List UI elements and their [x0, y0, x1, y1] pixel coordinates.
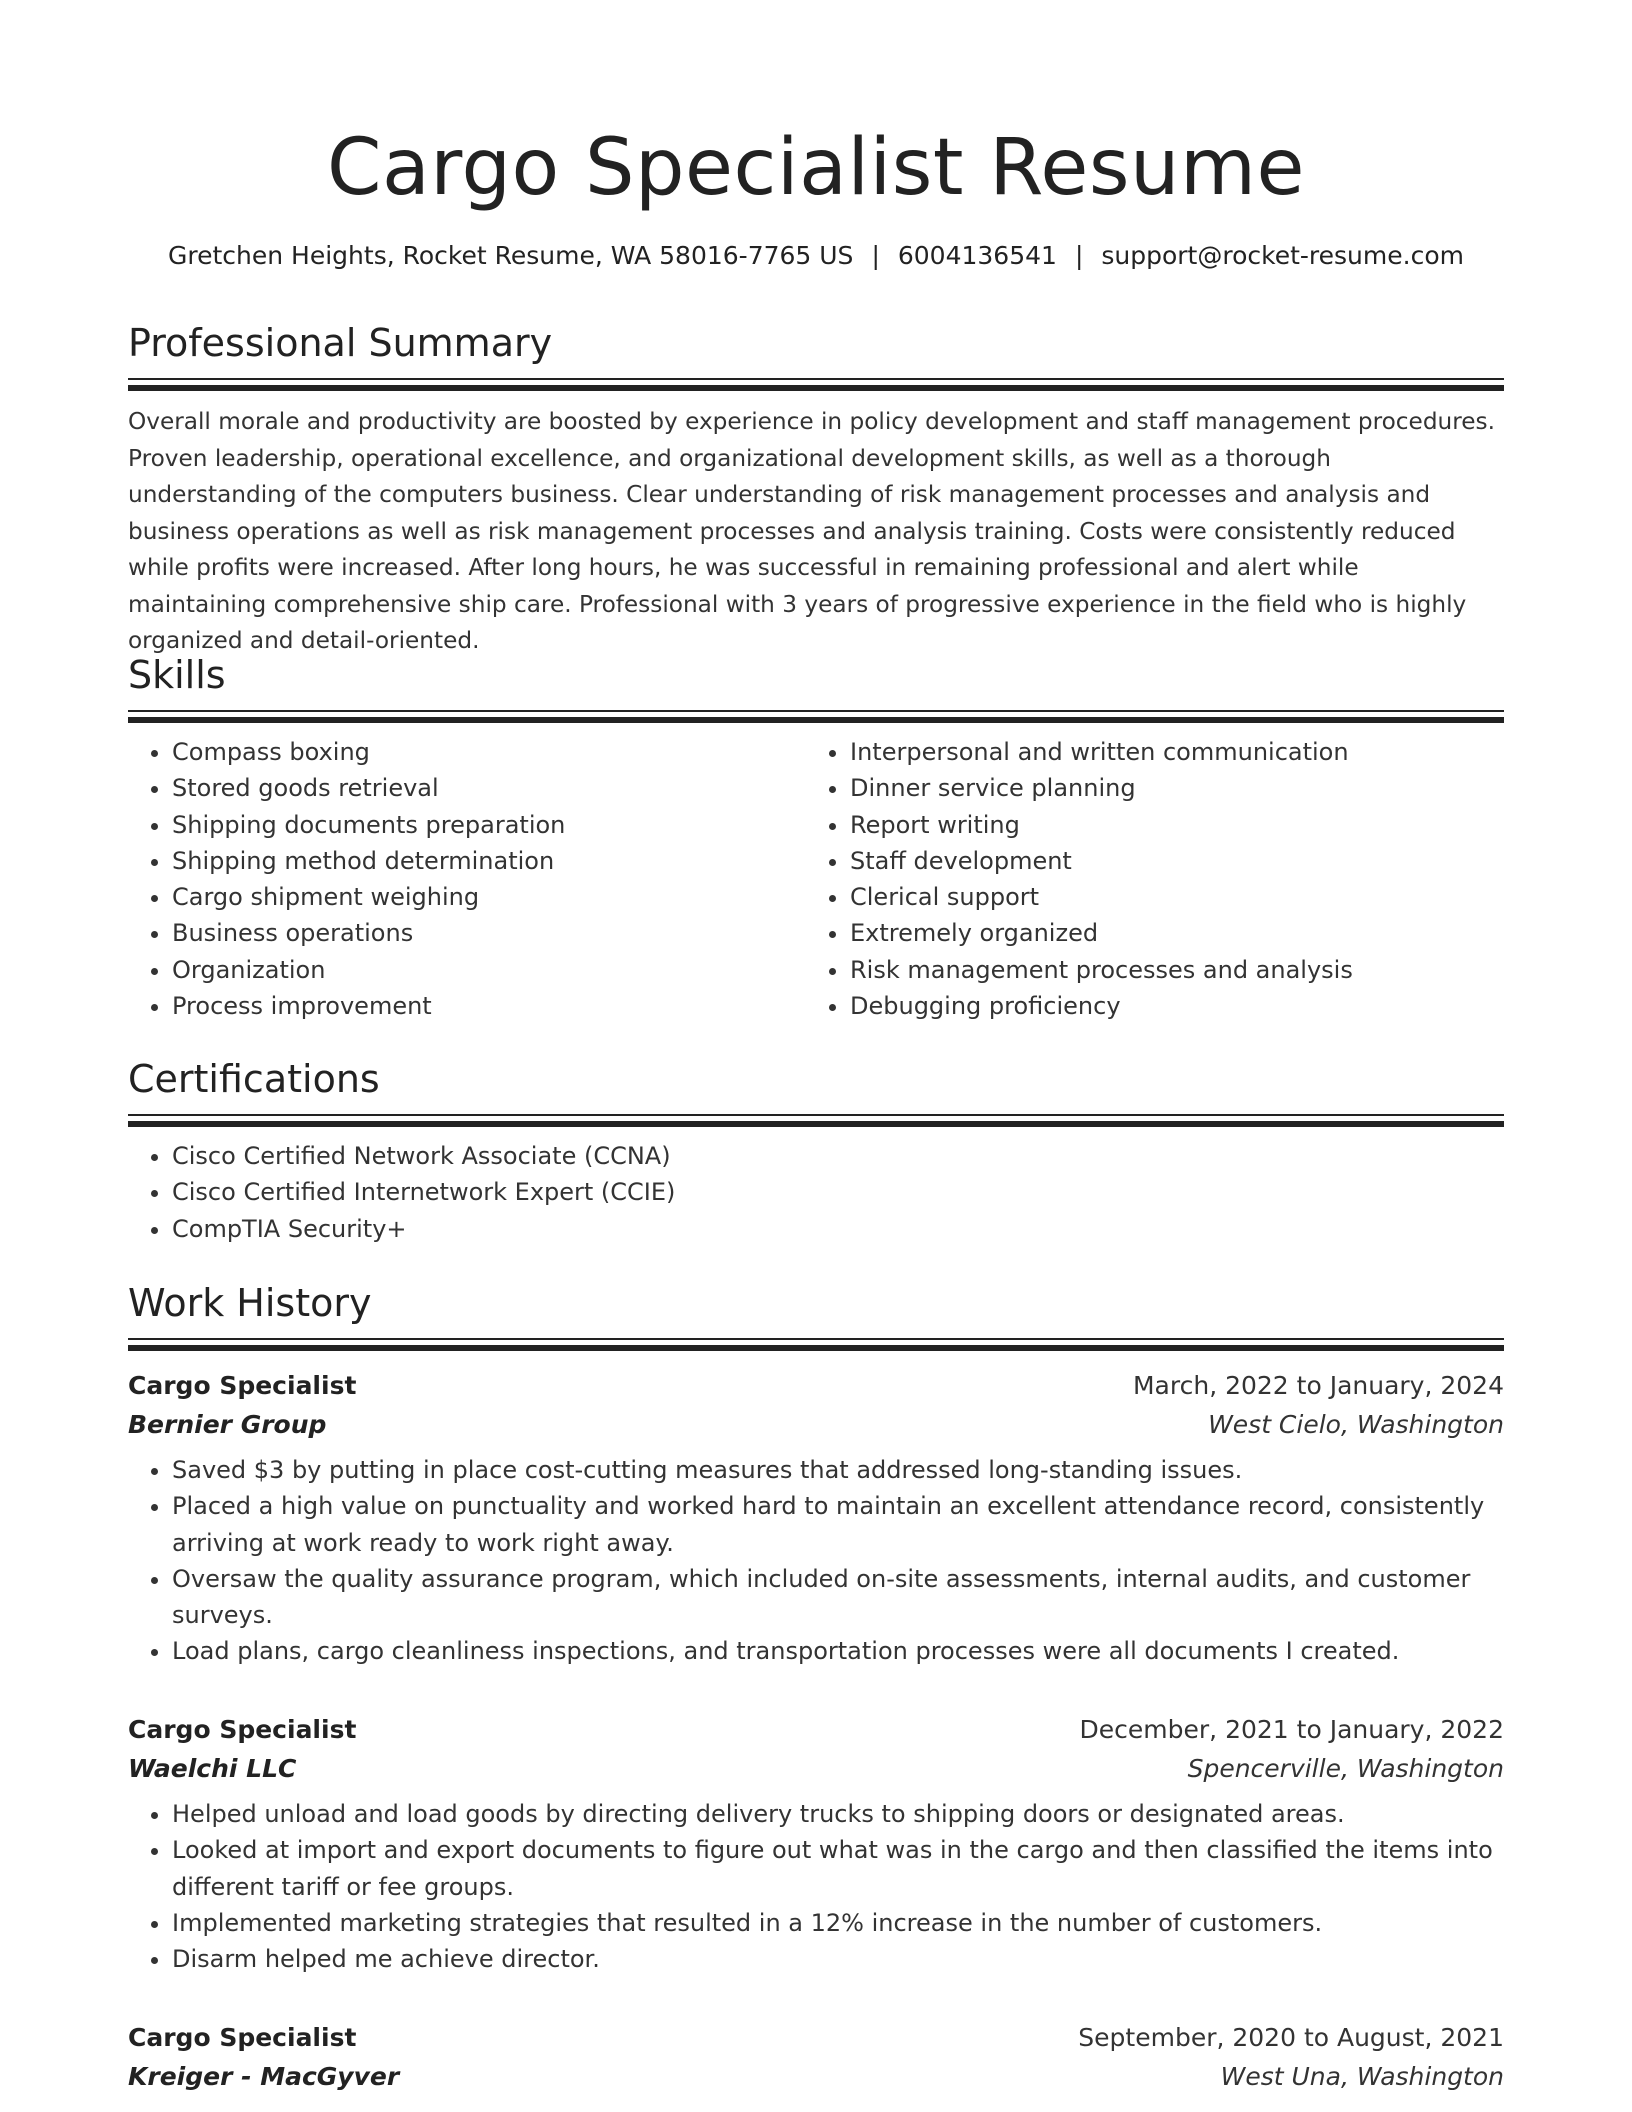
- contact-address: Gretchen Heights, Rocket Resume, WA 58016-7765 US: [168, 241, 854, 270]
- job-dates: March, 2022 to January, 2024: [1132, 1371, 1504, 1400]
- contact-email: support@rocket-resume.com: [1101, 241, 1464, 270]
- job-bullet: • Load plans, cargo cleanliness inspections, and transportation processes were all documents I created.: [172, 1633, 1504, 1669]
- job-title: Cargo Specialist: [128, 1715, 357, 1744]
- job-location: West Una, Washington: [1220, 2062, 1504, 2091]
- work-history-heading: Work History: [128, 1281, 372, 1325]
- skill-item: • Extremely organized: [850, 915, 1484, 951]
- skills-heading: Skills: [128, 653, 226, 697]
- job-bullet: • Placed a high value on punctuality and worked hard to maintain an excellent attendance record, consistently arriving at work ready to work right away.: [172, 1488, 1504, 1561]
- section-divider: [128, 1114, 1504, 1128]
- job-company: Waelchi LLC: [128, 1754, 297, 1783]
- job-bullet: • Helped unload and load goods by directing delivery trucks to shipping doors or designated areas.: [172, 1796, 1504, 1832]
- certification-item: • CompTIA Security+: [172, 1211, 1504, 1247]
- job-entry: [128, 1710, 1504, 1977]
- work-history-section: [128, 1278, 1504, 1352]
- skill-item: • Report writing: [850, 807, 1484, 843]
- job-entry: [128, 1366, 1504, 1670]
- skill-item: • Compass boxing: [172, 734, 806, 770]
- page-title: Cargo Specialist Resume: [327, 123, 1305, 213]
- skills-section: [128, 650, 1504, 1024]
- skill-item: • Cargo shipment weighing: [172, 879, 806, 915]
- skill-item: • Dinner service planning: [850, 770, 1484, 806]
- job-entry: [128, 2018, 1504, 2096]
- job-dates: September, 2020 to August, 2021: [1078, 2023, 1504, 2052]
- certification-item: • Cisco Certified Network Associate (CCNA): [172, 1138, 1504, 1174]
- section-divider: [128, 1338, 1504, 1352]
- certification-item: • Cisco Certified Internetwork Expert (CCIE): [172, 1174, 1504, 1210]
- certifications-heading: Certifications: [128, 1057, 380, 1101]
- skills-column-left: [128, 734, 806, 1024]
- skill-item: • Risk management processes and analysis: [850, 952, 1484, 988]
- job-location: Spencerville, Washington: [1187, 1754, 1504, 1783]
- summary-heading: Professional Summary: [128, 321, 553, 365]
- contact-line: [128, 238, 1504, 274]
- certifications-section: [128, 1054, 1504, 1247]
- job-company: Bernier Group: [128, 1410, 327, 1439]
- skill-item: • Business operations: [172, 915, 806, 951]
- summary-text: Overall morale and productivity are boosted by experience in policy development and staff management procedures. Proven leadership, operational excellence, and organizational development skills, as well as a thorough understanding of the computers business. Clear understanding of risk management processes and analysis and business operations as well as risk management processes and analysis training. Costs were consistently reduced while profits were increased. After long hours, he was successful in remaining professional and alert while maintaining comprehensive ship care. Professional with 3 years of progressive experience in the field who is highly organized and detail-oriented.: [128, 408, 1495, 654]
- skill-item: • Clerical support: [850, 879, 1484, 915]
- section-divider: [128, 378, 1504, 392]
- job-company: Kreiger - MacGyver: [128, 2062, 400, 2091]
- skill-item: • Debugging proficiency: [850, 988, 1484, 1024]
- contact-separator: |: [871, 241, 880, 270]
- skill-item: • Shipping documents preparation: [172, 807, 806, 843]
- section-divider: [128, 710, 1504, 724]
- skill-item: • Process improvement: [172, 988, 806, 1024]
- skill-item: • Stored goods retrieval: [172, 770, 806, 806]
- job-dates: December, 2021 to January, 2022: [1079, 1715, 1504, 1744]
- job-location: West Cielo, Washington: [1208, 1410, 1504, 1439]
- skill-item: • Staff development: [850, 843, 1484, 879]
- skill-item: • Shipping method determination: [172, 843, 806, 879]
- job-bullet: • Saved $3 by putting in place cost-cutting measures that addressed long-standing issues.: [172, 1452, 1504, 1488]
- job-title: Cargo Specialist: [128, 1371, 357, 1400]
- skill-item: • Interpersonal and written communication: [850, 734, 1484, 770]
- summary-section: [128, 318, 1504, 660]
- job-bullet: • Disarm helped me achieve director.: [172, 1941, 1504, 1977]
- job-bullet: • Implemented marketing strategies that resulted in a 12% increase in the number of customers.: [172, 1905, 1504, 1941]
- job-title: Cargo Specialist: [128, 2023, 357, 2052]
- skill-item: • Organization: [172, 952, 806, 988]
- contact-phone: 6004136541: [897, 241, 1057, 270]
- job-bullet: • Oversaw the quality assurance program, which included on-site assessments, internal audits, and customer surveys.: [172, 1561, 1504, 1634]
- job-bullet: • Looked at import and export documents to figure out what was in the cargo and then classified the items into different tariff or fee groups.: [172, 1832, 1504, 1905]
- skills-column-right: [806, 734, 1484, 1024]
- contact-separator: |: [1074, 241, 1084, 270]
- skills-columns: [128, 734, 1504, 1024]
